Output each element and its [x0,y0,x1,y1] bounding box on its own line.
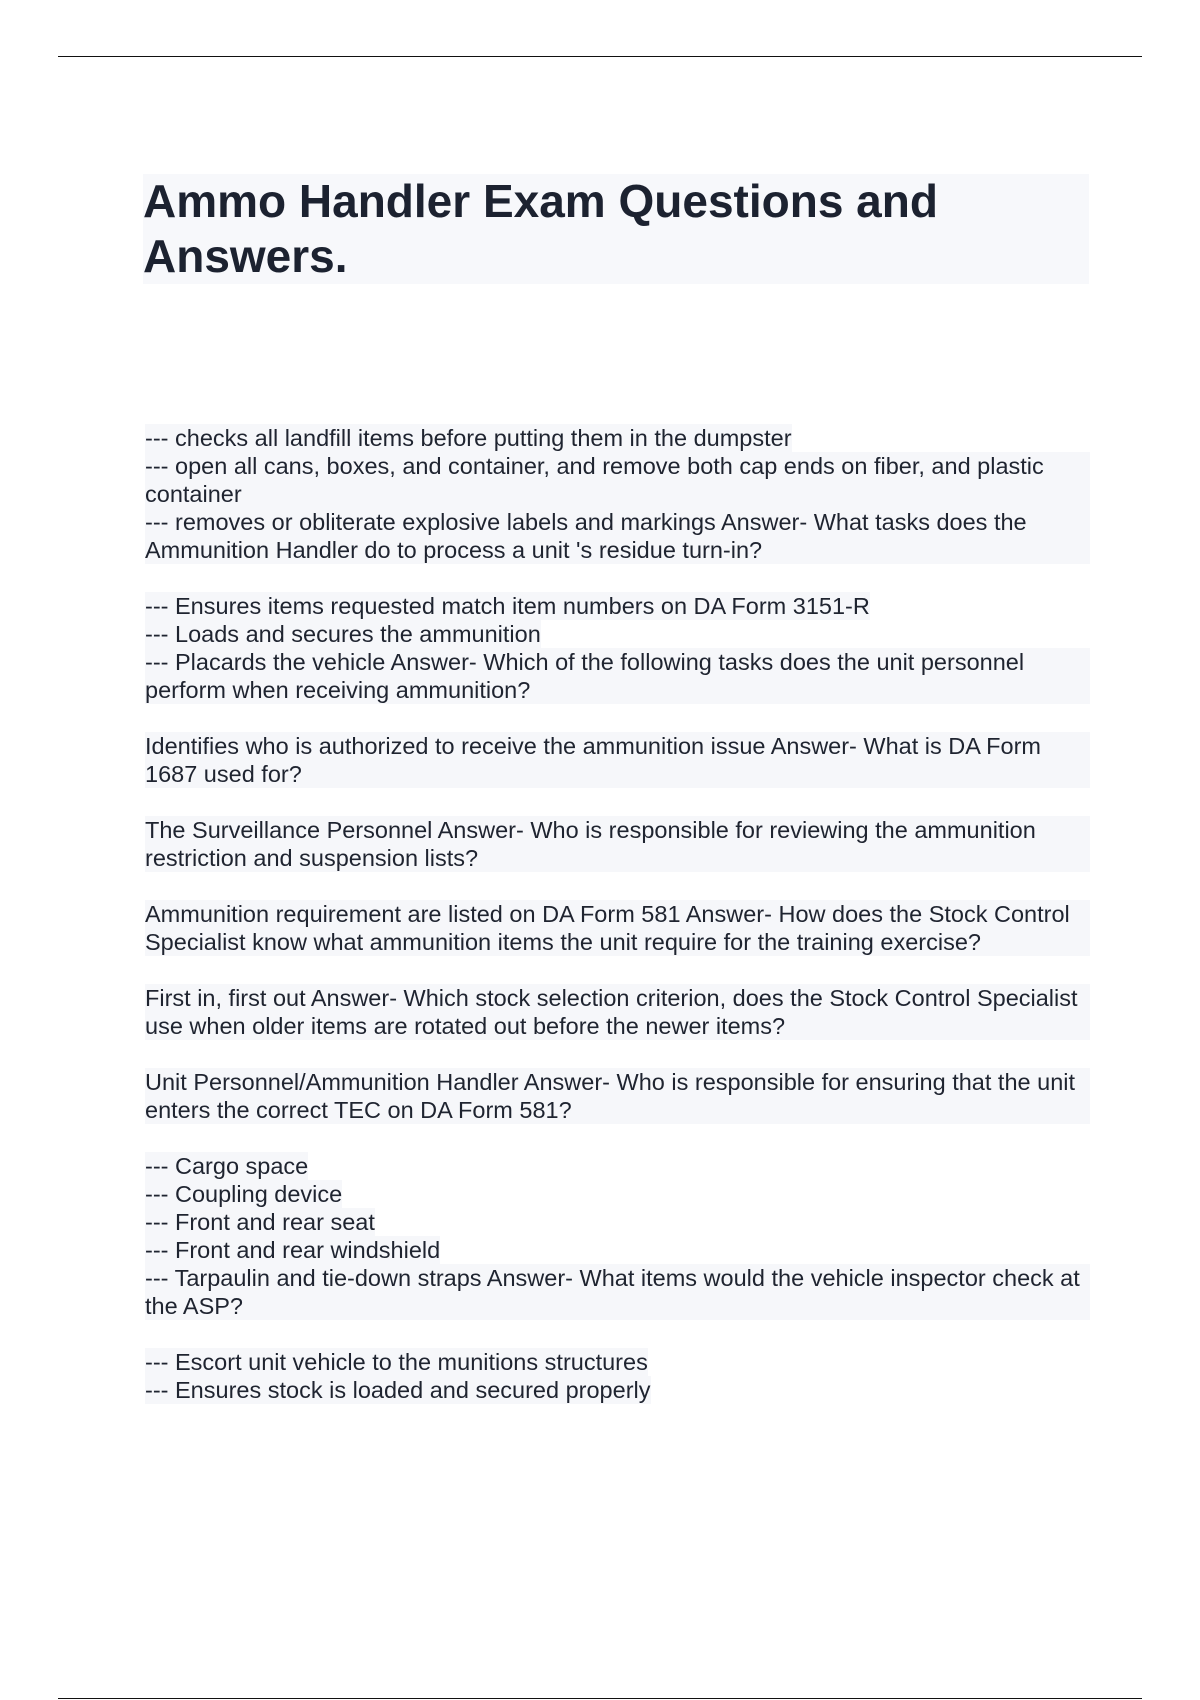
text-line: --- Placards the vehicle Answer- Which of the following tasks does the unit personnel perform when receiving ammunition? [145,648,1090,704]
qa-block [145,1348,1090,1404]
text-line: --- open all cans, boxes, and container, and remove both cap ends on fiber, and plastic container [145,452,1090,508]
text-line: --- Front and rear windshield [145,1237,441,1263]
qa-block [145,816,1090,872]
text-line: First in, first out Answer- Which stock selection criterion, does the Stock Control Specialist use when older items are rotated out before the newer items? [145,984,1090,1040]
text-line: --- Tarpaulin and tie-down straps Answer- What items would the vehicle inspector check at the ASP? [145,1264,1090,1320]
text-line: --- checks all landfill items before putting them in the dumpster [145,425,792,451]
text-line: --- Escort unit vehicle to the munitions structures [145,1349,648,1375]
text-line: --- removes or obliterate explosive labels and markings Answer- What tasks does the Ammunition Handler do to process a unit 's residue turn-in? [145,508,1090,564]
text-line: --- Cargo space [145,1153,309,1179]
text-line: --- Loads and secures the ammunition [145,621,541,647]
document-title: Ammo Handler Exam Questions and Answers. [143,175,938,282]
qa-block [145,592,1090,704]
qa-block [145,732,1090,788]
document-body [145,424,1090,1432]
text-line: Unit Personnel/Ammunition Handler Answer- Who is responsible for ensuring that the unit enters the correct TEC on DA Form 581? [145,1068,1090,1124]
title-block [143,174,1089,284]
text-line: --- Coupling device [145,1181,343,1207]
qa-block [145,984,1090,1040]
footer-rule [58,1698,1142,1699]
qa-block [145,900,1090,956]
qa-block [145,1152,1090,1320]
qa-block [145,424,1090,564]
header-rule [58,56,1142,57]
text-line: The Surveillance Personnel Answer- Who is responsible for reviewing the ammunition restriction and suspension lists? [145,816,1090,872]
text-line: --- Front and rear seat [145,1209,375,1235]
text-line: Ammunition requirement are listed on DA Form 581 Answer- How does the Stock Control Specialist know what ammunition items the unit require for the training exercise? [145,900,1090,956]
text-line: --- Ensures stock is loaded and secured properly [145,1377,651,1403]
text-line: Identifies who is authorized to receive the ammunition issue Answer- What is DA Form 1687 used for? [145,732,1090,788]
text-line: --- Ensures items requested match item numbers on DA Form 3151-R [145,593,870,619]
qa-block [145,1068,1090,1124]
